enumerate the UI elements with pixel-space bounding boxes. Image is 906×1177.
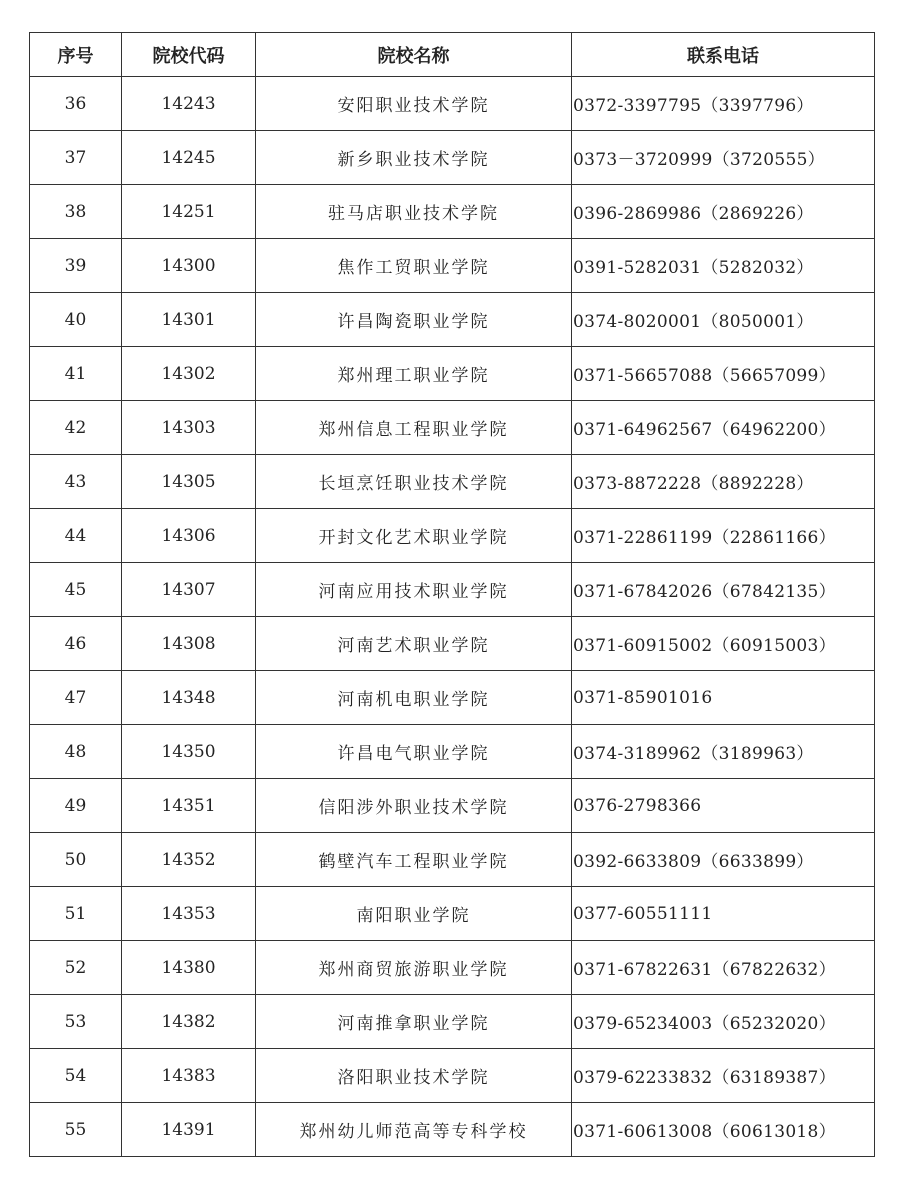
table-row — [30, 725, 875, 779]
cell-index: 51 — [30, 887, 122, 941]
cell-phone: 0371-64962567（64962200） — [572, 401, 875, 455]
cell-phone: 0371-56657088（56657099） — [572, 347, 875, 401]
header-index: 序号 — [30, 33, 122, 77]
cell-phone: 0371-67842026（67842135） — [572, 563, 875, 617]
table-row — [30, 239, 875, 293]
cell-phone: 0371-67822631（67822632） — [572, 941, 875, 995]
table-header — [30, 33, 875, 77]
cell-phone: 0396-2869986（2869226） — [572, 185, 875, 239]
cell-index: 36 — [30, 77, 122, 131]
cell-school-name: 河南应用技术职业学院 — [256, 563, 572, 617]
cell-school-name: 洛阳职业技术学院 — [256, 1049, 572, 1103]
cell-school-name: 南阳职业学院 — [256, 887, 572, 941]
cell-code: 14307 — [122, 563, 256, 617]
cell-school-name: 许昌电气职业学院 — [256, 725, 572, 779]
cell-phone: 0377-60551111 — [572, 887, 875, 941]
cell-school-name: 信阳涉外职业技术学院 — [256, 779, 572, 833]
cell-school-name: 河南推拿职业学院 — [256, 995, 572, 1049]
cell-school-name: 郑州信息工程职业学院 — [256, 401, 572, 455]
cell-school-name: 郑州理工职业学院 — [256, 347, 572, 401]
cell-code: 14352 — [122, 833, 256, 887]
cell-code: 14383 — [122, 1049, 256, 1103]
cell-index: 52 — [30, 941, 122, 995]
cell-phone: 0374-3189962（3189963） — [572, 725, 875, 779]
cell-school-name: 驻马店职业技术学院 — [256, 185, 572, 239]
cell-index: 40 — [30, 293, 122, 347]
cell-index: 49 — [30, 779, 122, 833]
cell-phone: 0374-8020001（8050001） — [572, 293, 875, 347]
table-body — [30, 77, 875, 1157]
cell-index: 44 — [30, 509, 122, 563]
cell-index: 54 — [30, 1049, 122, 1103]
college-contact-table — [29, 32, 875, 1157]
cell-index: 41 — [30, 347, 122, 401]
cell-code: 14348 — [122, 671, 256, 725]
table-row — [30, 887, 875, 941]
table-row — [30, 509, 875, 563]
cell-code: 14308 — [122, 617, 256, 671]
cell-code: 14350 — [122, 725, 256, 779]
table-row — [30, 1049, 875, 1103]
table-row — [30, 563, 875, 617]
cell-school-name: 长垣烹饪职业技术学院 — [256, 455, 572, 509]
cell-code: 14303 — [122, 401, 256, 455]
cell-index: 53 — [30, 995, 122, 1049]
table-row — [30, 185, 875, 239]
cell-code: 14351 — [122, 779, 256, 833]
cell-code: 14380 — [122, 941, 256, 995]
header-name: 院校名称 — [256, 33, 572, 77]
cell-school-name: 许昌陶瓷职业学院 — [256, 293, 572, 347]
table-row — [30, 1103, 875, 1157]
cell-code: 14243 — [122, 77, 256, 131]
table-row — [30, 293, 875, 347]
cell-index: 50 — [30, 833, 122, 887]
cell-phone: 0371-60915002（60915003） — [572, 617, 875, 671]
cell-phone: 0373-8872228（8892228） — [572, 455, 875, 509]
header-phone: 联系电话 — [572, 33, 875, 77]
table-row — [30, 671, 875, 725]
table-row — [30, 401, 875, 455]
cell-school-name: 河南机电职业学院 — [256, 671, 572, 725]
table-row — [30, 131, 875, 185]
cell-code: 14305 — [122, 455, 256, 509]
cell-index: 42 — [30, 401, 122, 455]
cell-code: 14391 — [122, 1103, 256, 1157]
cell-phone: 0371-60613008（60613018） — [572, 1103, 875, 1157]
header-row — [30, 33, 875, 77]
cell-phone: 0371-85901016 — [572, 671, 875, 725]
table-row — [30, 941, 875, 995]
header-code: 院校代码 — [122, 33, 256, 77]
cell-code: 14301 — [122, 293, 256, 347]
table-row — [30, 617, 875, 671]
table-row — [30, 347, 875, 401]
cell-phone: 0376-2798366 — [572, 779, 875, 833]
cell-phone: 0372-3397795（3397796） — [572, 77, 875, 131]
table-row — [30, 77, 875, 131]
cell-index: 43 — [30, 455, 122, 509]
cell-school-name: 鹤壁汽车工程职业学院 — [256, 833, 572, 887]
cell-code: 14300 — [122, 239, 256, 293]
cell-phone: 0371-22861199（22861166） — [572, 509, 875, 563]
table-row — [30, 779, 875, 833]
cell-school-name: 开封文化艺术职业学院 — [256, 509, 572, 563]
cell-school-name: 新乡职业技术学院 — [256, 131, 572, 185]
cell-code: 14306 — [122, 509, 256, 563]
cell-phone: 0379-62233832（63189387） — [572, 1049, 875, 1103]
cell-code: 14353 — [122, 887, 256, 941]
table-row — [30, 833, 875, 887]
cell-index: 55 — [30, 1103, 122, 1157]
cell-code: 14245 — [122, 131, 256, 185]
cell-index: 46 — [30, 617, 122, 671]
cell-school-name: 焦作工贸职业学院 — [256, 239, 572, 293]
table-row — [30, 455, 875, 509]
cell-phone: 0392-6633809（6633899） — [572, 833, 875, 887]
cell-code: 14302 — [122, 347, 256, 401]
cell-phone: 0391-5282031（5282032） — [572, 239, 875, 293]
cell-phone: 0373－3720999（3720555） — [572, 131, 875, 185]
cell-index: 48 — [30, 725, 122, 779]
cell-index: 47 — [30, 671, 122, 725]
cell-index: 37 — [30, 131, 122, 185]
cell-school-name: 郑州幼儿师范高等专科学校 — [256, 1103, 572, 1157]
cell-index: 45 — [30, 563, 122, 617]
cell-index: 39 — [30, 239, 122, 293]
cell-phone: 0379-65234003（65232020） — [572, 995, 875, 1049]
cell-index: 38 — [30, 185, 122, 239]
cell-school-name: 安阳职业技术学院 — [256, 77, 572, 131]
cell-code: 14251 — [122, 185, 256, 239]
cell-school-name: 河南艺术职业学院 — [256, 617, 572, 671]
cell-school-name: 郑州商贸旅游职业学院 — [256, 941, 572, 995]
table-row — [30, 995, 875, 1049]
cell-code: 14382 — [122, 995, 256, 1049]
